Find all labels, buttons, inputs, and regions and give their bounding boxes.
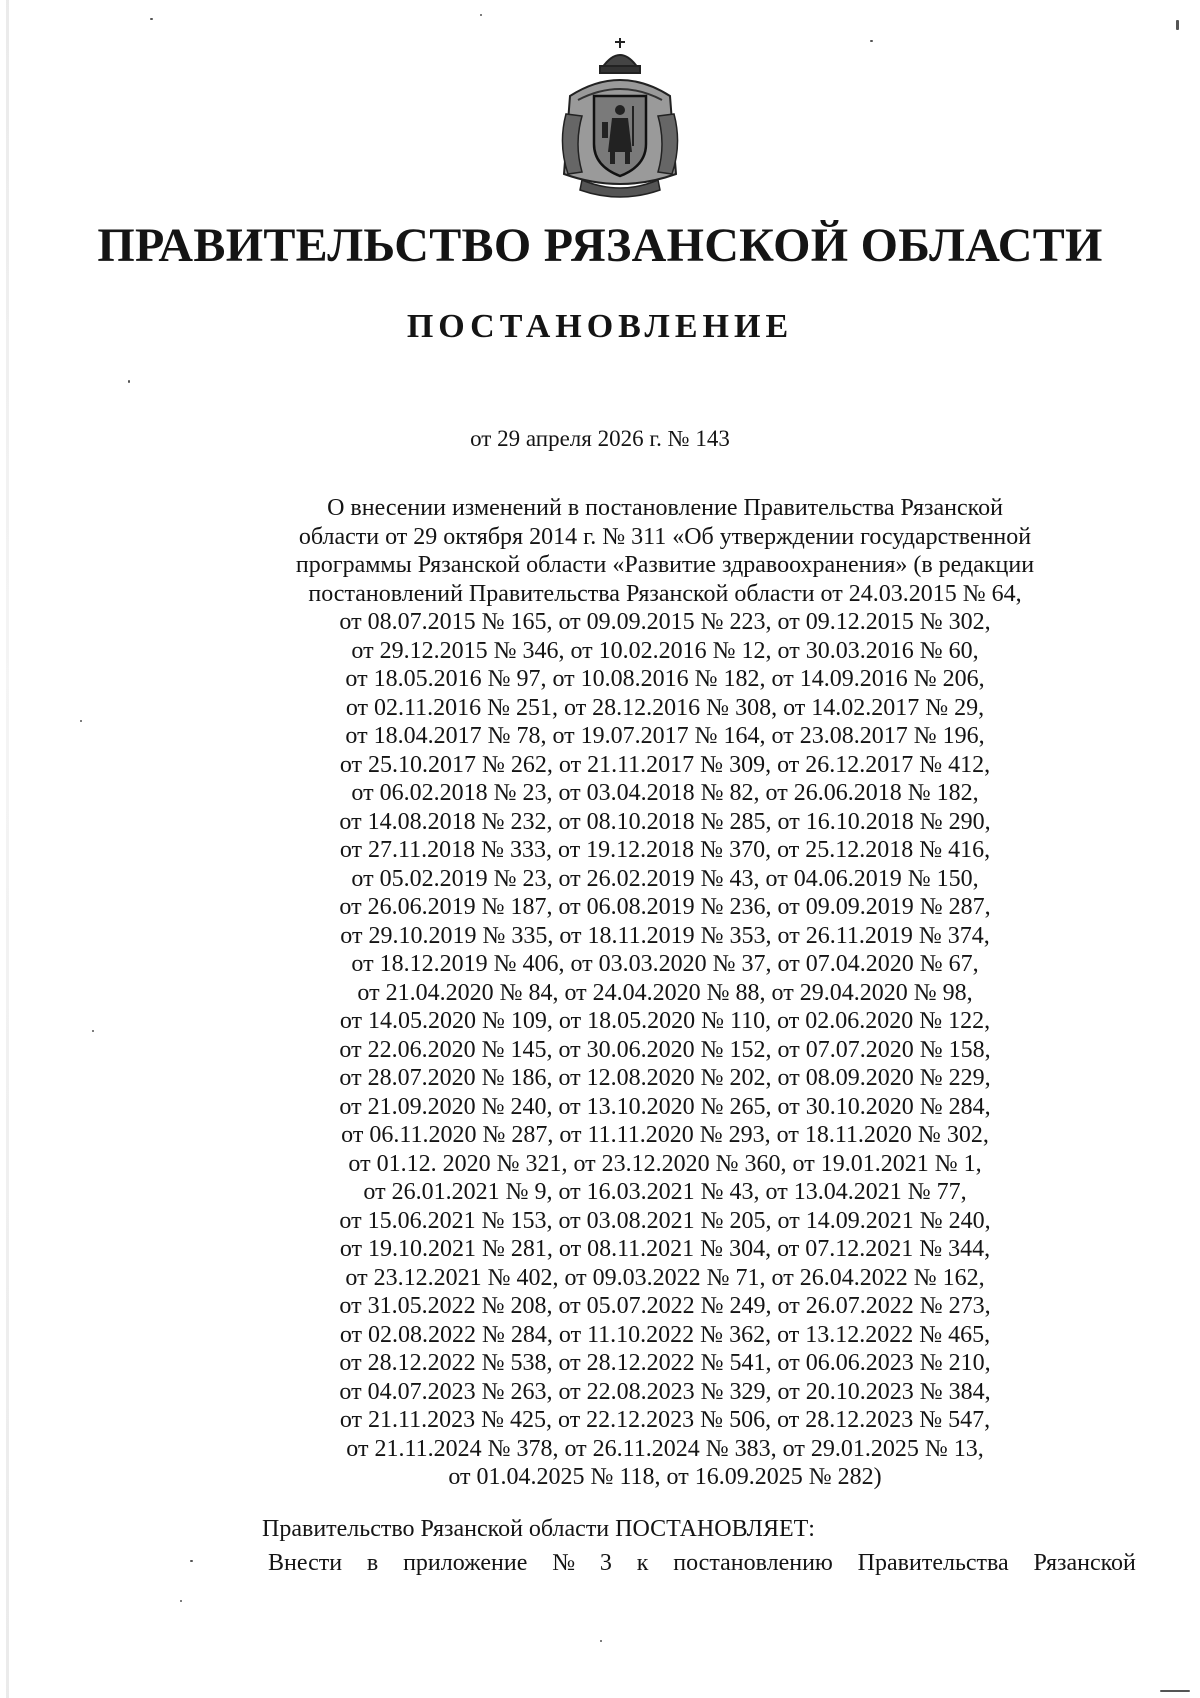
subject-line: от 18.12.2019 № 406, от 03.03.2020 № 37, от 07.04.2020 № 67, [351, 951, 979, 977]
subject-line: от 05.02.2019 № 23, от 26.02.2019 № 43, от 04.06.2019 № 150, [351, 865, 979, 892]
document-subject [230, 494, 1100, 1492]
subject-line: от 01.04.2025 № 118, от 16.09.2025 № 282) [448, 1464, 882, 1490]
scan-speck [150, 18, 153, 20]
scan-speck [80, 720, 82, 722]
body-word: в [366, 1550, 379, 1576]
subject-line: от 06.02.2018 № 23, от 03.04.2018 № 82, от 26.06.2018 № 182, [351, 780, 979, 806]
subject-line: от 26.01.2021 № 9, от 16.03.2021 № 43, от 13.04.2021 № 77, [363, 1179, 967, 1205]
body-word: к [636, 1550, 649, 1576]
document-type: ПОСТАНОВЛЕНИЕ [406, 308, 794, 345]
subject-line: от 14.08.2018 № 232, от 08.10.2018 № 285, от 16.10.2018 № 290, [339, 808, 991, 835]
subject-line: от 21.09.2020 № 240, от 13.10.2020 № 265, от 30.10.2020 № 284, [339, 1093, 991, 1120]
body-word: 3 [599, 1550, 612, 1576]
subject-line: от 27.11.2018 № 333, от 19.12.2018 № 370, от 25.12.2018 № 416, [339, 837, 991, 863]
scan-speck [180, 1600, 182, 1602]
subject-line: от 23.12.2021 № 402, от 09.03.2022 № 71, от 26.04.2022 № 162, [345, 1264, 985, 1291]
subject-line: от 01.12. 2020 № 321, от 23.12.2020 № 360, от 19.01.2021 № 1, [348, 1150, 982, 1177]
resolution-intro: Правительство Рязанской области ПОСТАНОВЛЯЕТ: [262, 1516, 815, 1542]
body-first-line [268, 1548, 1136, 1578]
subject-line: от 21.11.2024 № 378, от 26.11.2024 № 383, от 29.01.2025 № 13, [346, 1435, 984, 1462]
subject-line: от 25.10.2017 № 262, от 21.11.2017 № 309, от 26.12.2017 № 412, [339, 751, 991, 778]
subject-line: от 21.11.2023 № 425, от 22.12.2023 № 506, от 28.12.2023 № 547, [339, 1407, 991, 1433]
body-word: приложение [403, 1550, 528, 1576]
body-word: постановлению [673, 1550, 833, 1576]
subject-line: от 21.04.2020 № 84, от 24.04.2020 № 88, от 29.04.2020 № 98, [357, 979, 973, 1006]
subject-line: от 28.12.2022 № 538, от 28.12.2022 № 541, от 06.06.2023 № 210, [339, 1350, 991, 1376]
subject-line: от 28.07.2020 № 186, от 12.08.2020 № 202, от 08.09.2020 № 229, [339, 1065, 991, 1091]
subject-line: постановлений Правительства Рязанской области от 24.03.2015 № 64, [308, 580, 1022, 607]
scan-speck [1160, 1690, 1190, 1692]
subject-line: от 02.08.2022 № 284, от 11.10.2022 № 362, от 13.12.2022 № 465, [339, 1321, 991, 1348]
body-word: № [552, 1550, 576, 1576]
subject-line: от 29.12.2015 № 346, от 10.02.2016 № 12, от 30.03.2016 № 60, [351, 637, 979, 664]
scan-speck [190, 1560, 193, 1562]
scan-speck [600, 1640, 602, 1642]
subject-line: от 29.10.2019 № 335, от 18.11.2019 № 353, от 26.11.2019 № 374, [340, 922, 990, 949]
subject-line: области от 29 октября 2014 г. № 311 «Об утверждении государственной [298, 523, 1032, 550]
subject-line: программы Рязанской области «Развитие здравоохранения» (в редакции [295, 552, 1035, 578]
scan-speck [128, 380, 130, 383]
subject-line: от 04.07.2023 № 263, от 22.08.2023 № 329, от 20.10.2023 № 384, [339, 1378, 991, 1405]
body-word: Внести [268, 1550, 343, 1576]
subject-line: О внесении изменений в постановление Правительства Рязанской [327, 495, 1003, 521]
subject-line: от 08.07.2015 № 165, от 09.09.2015 № 223, от 09.12.2015 № 302, [339, 609, 991, 635]
subject-line: от 18.05.2016 № 97, от 10.08.2016 № 182, от 14.09.2016 № 206, [345, 666, 985, 692]
subject-line: от 06.11.2020 № 287, от 11.11.2020 № 293, от 18.11.2020 № 302, [341, 1122, 989, 1148]
subject-line: от 02.11.2016 № 251, от 28.12.2016 № 308, от 14.02.2017 № 29, [345, 694, 985, 721]
subject-line: от 18.04.2017 № 78, от 19.07.2017 № 164, от 23.08.2017 № 196, [345, 723, 985, 749]
scan-speck [1176, 20, 1179, 30]
body-word: Правительства [857, 1550, 1009, 1576]
scan-speck [92, 1030, 94, 1032]
subject-line: от 14.05.2020 № 109, от 18.05.2020 № 110, от 02.06.2020 № 122, [339, 1008, 991, 1034]
government-title: ПРАВИТЕЛЬСТВО РЯЗАНСКОЙ ОБЛАСТИ [97, 219, 1103, 272]
subject-line: от 15.06.2021 № 153, от 03.08.2021 № 205, от 14.09.2021 № 240, [339, 1207, 991, 1234]
document-date-number: от 29 апреля 2026 г. № 143 [470, 426, 730, 451]
scan-speck [480, 14, 482, 16]
scan-speck [870, 40, 873, 42]
subject-line: от 22.06.2020 № 145, от 30.06.2020 № 152, от 07.07.2020 № 158, [339, 1036, 991, 1063]
ryazan-coat-of-arms-icon [552, 34, 688, 204]
body-word: Рязанской [1033, 1550, 1136, 1576]
subject-line: от 19.10.2021 № 281, от 08.11.2021 № 304, от 07.12.2021 № 344, [339, 1236, 991, 1262]
subject-line: от 26.06.2019 № 187, от 06.08.2019 № 236, от 09.09.2019 № 287, [339, 894, 991, 920]
subject-line: от 31.05.2022 № 208, от 05.07.2022 № 249, от 26.07.2022 № 273, [339, 1293, 991, 1319]
